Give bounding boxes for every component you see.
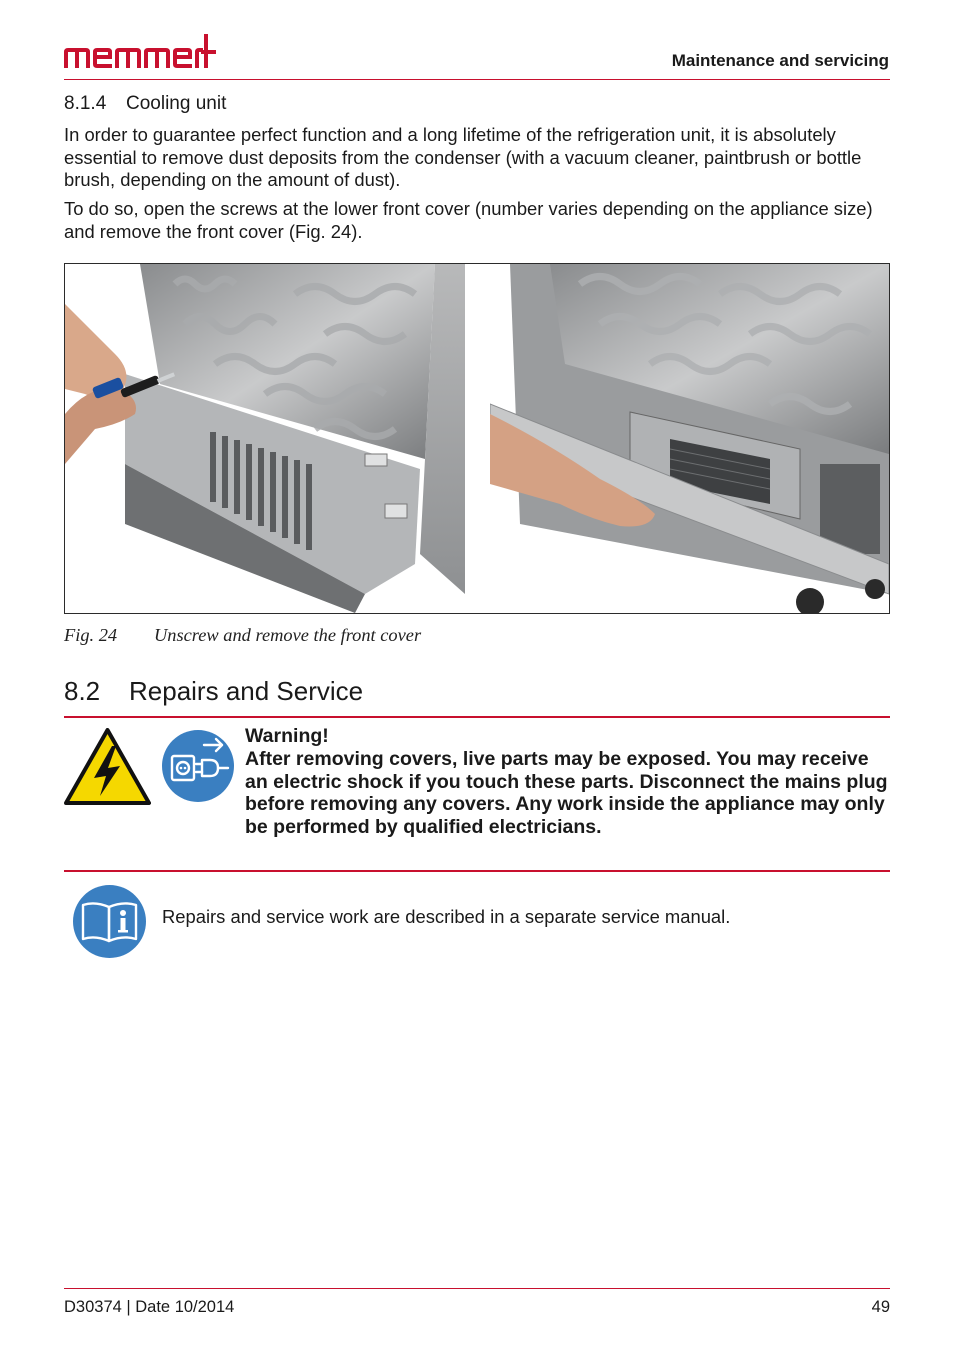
figure-number: Fig. 24 (64, 625, 118, 645)
photo-removing-cover (490, 264, 889, 613)
header-section-title: Maintenance and servicing (671, 51, 889, 70)
section-heading-cooling-unit (64, 93, 226, 115)
warning-top-rule (64, 716, 890, 718)
figure-24 (64, 263, 890, 614)
warning-box-text (245, 725, 890, 839)
warning-bottom-rule (64, 870, 890, 872)
section-heading-repairs-and-service (64, 676, 363, 707)
disconnect-mains-plug-icon (162, 730, 234, 802)
warning-message: After removing covers, live parts may be exposed. You may receive an electric shock if you touch these parts. Disconnect the mains plug before removing any covers. Any work inside the appliance may only be performed by qualified electricians. (245, 747, 888, 839)
paragraph-cooling-intro: In order to guarantee perfect function and a long lifetime of the refrigeration unit, it is absolutely essential to remove dust deposits from the condenser (with a vacuum cleaner, paintbrush or bottle brush, depending on the amount of dust). (64, 124, 862, 190)
high-voltage-warning-icon (64, 728, 151, 806)
manual-info-icon (73, 885, 146, 958)
figure-caption (64, 625, 421, 646)
section-title: Cooling unit (126, 93, 227, 114)
photo-unscrewing-cover (65, 264, 465, 613)
paragraph-cooling-steps: To do so, open the screws at the lower front cover (number varies depending on the appliance size) and remove the front cover (Fig. 24). (64, 198, 873, 242)
header-divider (64, 79, 890, 80)
memmert-logo (64, 32, 216, 72)
section-number: 8.2 (64, 676, 101, 706)
footer-document-info: D30374 | Date 10/2014 (64, 1298, 235, 1316)
section-title: Repairs and Service (129, 676, 364, 706)
info-note-text: Repairs and service work are described in a separate service manual. (162, 906, 731, 927)
section-number: 8.1.4 (64, 93, 107, 114)
footer-divider (64, 1288, 890, 1289)
page-number: 49 (871, 1298, 890, 1316)
figure-caption-text: Unscrew and remove the front cover (154, 625, 422, 645)
warning-heading: Warning! (245, 725, 329, 747)
